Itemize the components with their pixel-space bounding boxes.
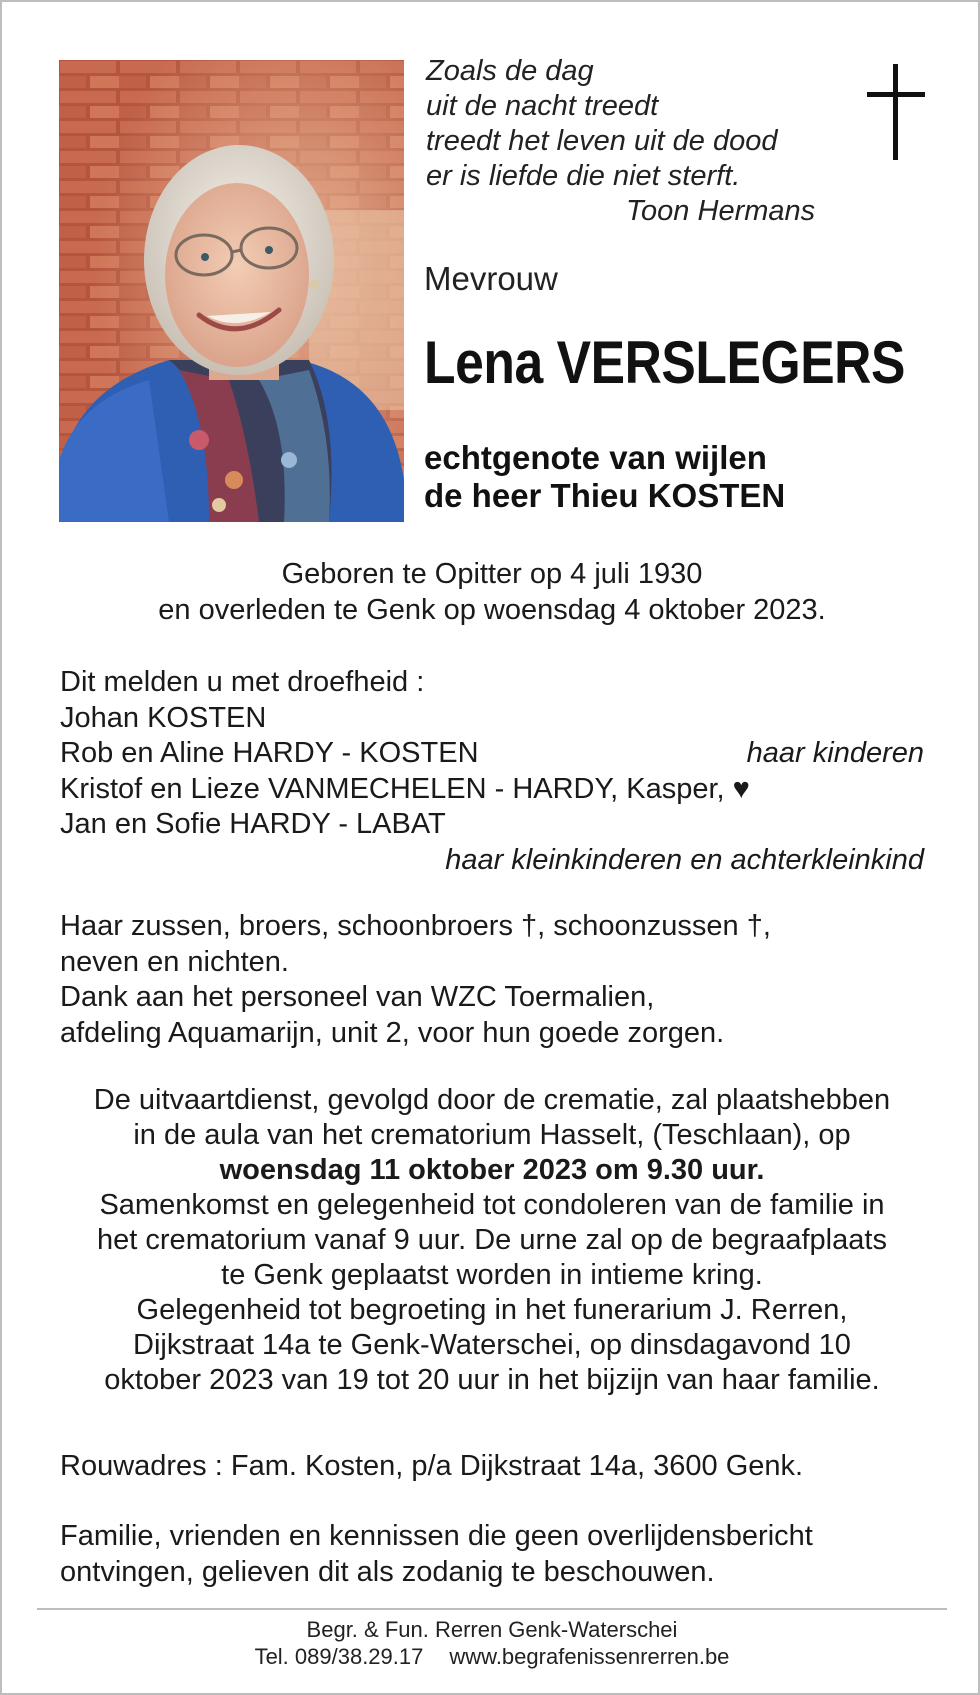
poem: [426, 54, 846, 229]
text-line: afdeling Aquamarijn, unit 2, voor hun goede zorgen.: [60, 1016, 725, 1049]
deceased-title: Mevrouw: [424, 260, 558, 297]
text-line: Dijkstraat 14a te Genk-Waterschei, op dinsdagavond 10: [133, 1329, 851, 1361]
children-note: haar kinderen: [746, 737, 924, 769]
family-intro: Dit melden u met droefheid :: [60, 666, 425, 698]
text-line: het crematorium vanaf 9 uur. De urne zal op de begraafplaats: [97, 1224, 887, 1256]
service-date: woensdag 11 oktober 2023 om 9.30 uur.: [219, 1154, 765, 1186]
spouse-line: echtgenote van wijlen: [424, 439, 767, 476]
service-info: [32, 1083, 952, 1398]
divider: [37, 1608, 947, 1610]
portrait-icon: [59, 60, 404, 522]
family-list: [60, 665, 930, 878]
family-member: Jan en Sofie HARDY - LABAT: [60, 808, 446, 840]
text-line: neven en nichten.: [60, 945, 289, 978]
footer-website[interactable]: www.begrafenissenrerren.be: [449, 1644, 730, 1669]
life-dates: [2, 556, 980, 628]
text-line: Haar zussen, broers, schoonbroers †, schoonzussen †,: [60, 910, 771, 942]
text-line: De uitvaartdienst, gevolgd door de crematie, zal plaatshebben: [93, 1084, 891, 1116]
text-line: Familie, vrienden en kennissen die geen overlijdensbericht: [60, 1520, 813, 1552]
other-relatives: [60, 909, 940, 1051]
poem-line: er is liefde die niet sterft.: [426, 160, 741, 192]
text-line: te Genk geplaatst worden in intieme kring.: [221, 1259, 763, 1291]
poem-line: treedt het leven uit de dood: [426, 125, 778, 157]
cross-icon: [867, 64, 927, 160]
birth-line: Geboren te Opitter op 4 juli 1930: [281, 558, 703, 590]
text-line: ontvingen, gelieven dit als zodanig te beschouwen.: [60, 1555, 715, 1588]
footer-phone: Tel. 089/38.29.17: [254, 1644, 424, 1669]
spouse-line: de heer Thieu KOSTEN: [424, 477, 786, 514]
death-line: en overleden te Genk op woensdag 4 oktober 2023.: [158, 594, 826, 626]
text-line: Gelegenheid tot begroeting in het funerarium J. Rerren,: [136, 1294, 848, 1326]
family-member-row: [60, 736, 930, 772]
mourning-address: Rouwadres : Fam. Kosten, p/a Dijkstraat 14a, 3600 Genk.: [60, 1450, 804, 1482]
spouse-info: [424, 439, 785, 515]
text-line: oktober 2023 van 19 tot 20 uur in het bijzijn van haar familie.: [104, 1364, 880, 1396]
poem-author: Toon Hermans: [626, 195, 816, 227]
closing-note: [60, 1519, 813, 1590]
text-line: Samenkomst en gelegenheid tot condoleren van de familie in: [99, 1189, 885, 1221]
deceased-name: Lena VERSLEGERS: [424, 329, 906, 396]
portrait-photo: [59, 60, 404, 522]
funeral-company: Begr. & Fun. Rerren Genk-Waterschei: [306, 1617, 678, 1642]
text-line: in de aula van het crematorium Hasselt, (Teschlaan), op: [133, 1119, 851, 1151]
poem-line: uit de nacht treedt: [426, 90, 659, 122]
footer-contact: [2, 1643, 980, 1670]
family-member: Kristof en Lieze VANMECHELEN - HARDY, Kasper, ♥: [60, 772, 750, 805]
family-member: Rob en Aline HARDY - KOSTEN: [60, 737, 479, 769]
text-line: Dank aan het personeel van WZC Toermalien,: [60, 981, 655, 1013]
footer: [2, 1616, 980, 1670]
family-member: Johan KOSTEN: [60, 701, 267, 734]
poem-line: Zoals de dag: [426, 55, 594, 87]
grandchildren-note: haar kleinkinderen en achterkleinkind: [445, 843, 924, 876]
